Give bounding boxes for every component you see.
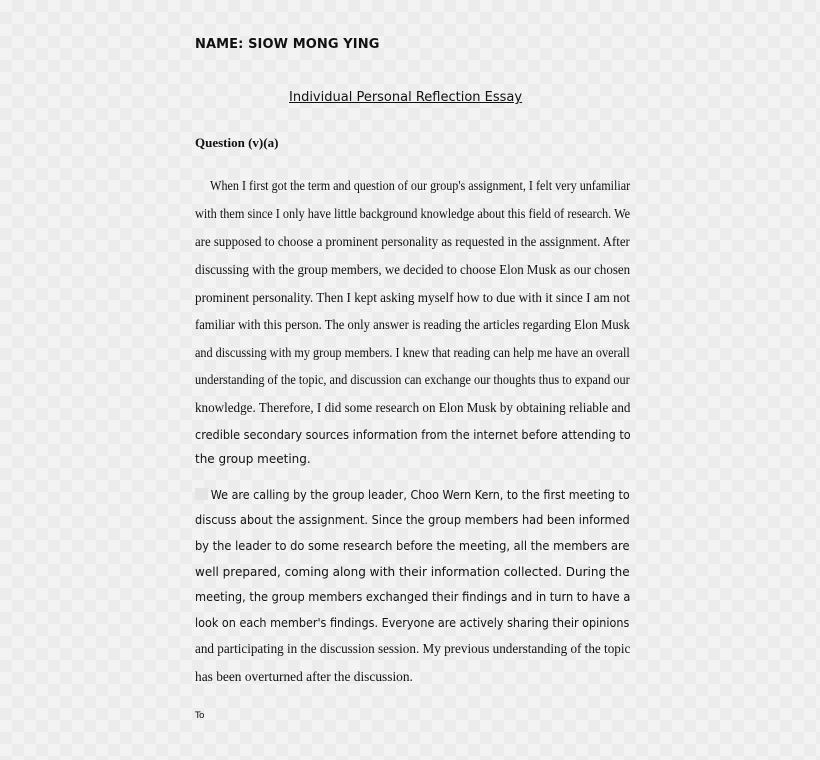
paragraph-2-line: discuss about the assignment. Since the group members had been informed bbox=[195, 513, 630, 527]
paragraph-2-line: by the leader to do some research before the meeting, all the members are bbox=[195, 539, 630, 553]
paragraph-2-first-line bbox=[195, 487, 630, 503]
indent-marker bbox=[195, 488, 208, 500]
paragraph-2-line: and participating in the discussion session. My previous understanding of the topic bbox=[195, 641, 631, 656]
paragraph-2-line: look on each member's findings. Everyone are actively sharing their opinions bbox=[195, 616, 630, 630]
paragraph-1-line: the group meeting. bbox=[195, 452, 311, 466]
student-name: NAME: SIOW MONG YING bbox=[195, 37, 380, 52]
essay-title: Individual Personal Reflection Essay bbox=[289, 90, 523, 105]
paragraph-1-line: credible secondary sources information from the internet before attending to bbox=[195, 428, 631, 442]
paragraph-1-line: are supposed to choose a prominent personality as requested in the assignment. After bbox=[195, 234, 630, 249]
paragraph-1-line: When I first got the term and question of our group's assignment, I felt very unfamiliar bbox=[210, 178, 631, 193]
paragraph-1-line: with them since I only have little background knowledge about this field of research. We bbox=[195, 206, 631, 221]
paragraph-1-line: familiar with this person. The only answer is reading the articles regarding Elon Musk bbox=[195, 317, 630, 332]
paragraph-1-line: knowledge. Therefore, I did some research on Elon Musk by obtaining reliable and bbox=[195, 400, 631, 415]
paragraph-1-line: and discussing with my group members. I knew that reading can help me have an overall bbox=[195, 345, 630, 360]
paragraph-2-line: meeting, the group members exchanged their findings and in turn to have a bbox=[195, 590, 631, 604]
paragraph-1-line: discussing with the group members, we decided to choose Elon Musk as our chosen bbox=[195, 262, 631, 277]
question-label: Question (v)(a) bbox=[195, 135, 279, 150]
footer-text: To bbox=[195, 711, 205, 721]
paragraph-2-line: well prepared, coming along with their information collected. During the bbox=[195, 565, 630, 579]
paragraph-2-line: has been overturned after the discussion. bbox=[195, 669, 413, 684]
paragraph-1-line: understanding of the topic, and discussion can exchange our thoughts thus to expand our bbox=[195, 372, 630, 387]
paragraph-2-line: We are calling by the group leader, Choo Wern Kern, to the first meeting to bbox=[210, 488, 630, 502]
paragraph-1-line: prominent personality. Then I kept asking myself how to due with it since I am not bbox=[195, 290, 630, 305]
